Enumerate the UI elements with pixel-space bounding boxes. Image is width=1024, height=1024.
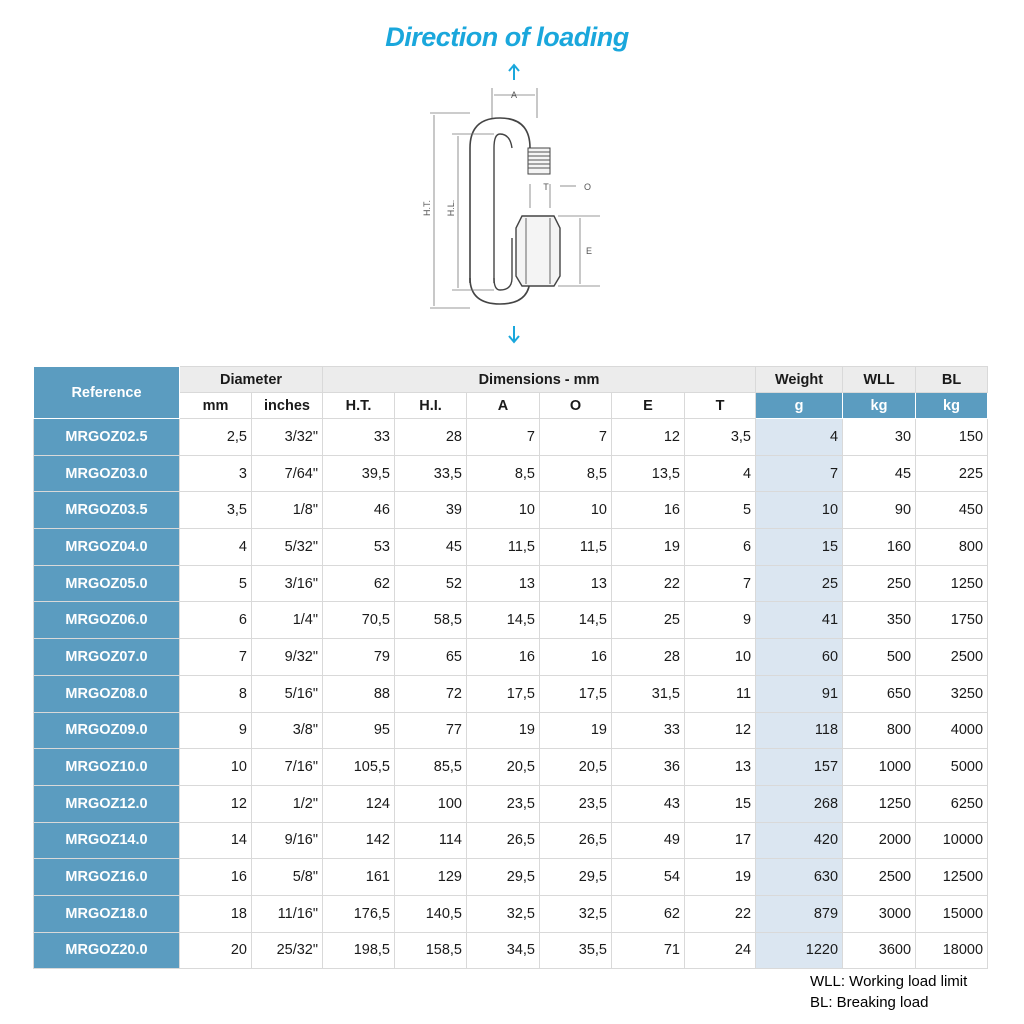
table-cell: 650 bbox=[843, 675, 916, 712]
table-cell: 16 bbox=[540, 639, 612, 676]
col-weight: Weight bbox=[756, 367, 843, 393]
table-cell: 28 bbox=[395, 419, 467, 456]
table-cell: 19 bbox=[612, 529, 685, 566]
reference-cell: MRGOZ10.0 bbox=[34, 749, 180, 786]
table-cell: 79 bbox=[323, 639, 395, 676]
table-cell: 62 bbox=[612, 895, 685, 932]
table-cell: 7/16" bbox=[252, 749, 323, 786]
col-kg-bl: kg bbox=[916, 393, 988, 419]
table-cell: 100 bbox=[395, 785, 467, 822]
table-cell: 879 bbox=[756, 895, 843, 932]
table-cell: 10 bbox=[540, 492, 612, 529]
table-cell: 23,5 bbox=[467, 785, 540, 822]
table-cell: 17 bbox=[685, 822, 756, 859]
table-cell: 85,5 bbox=[395, 749, 467, 786]
table-cell: 5 bbox=[180, 565, 252, 602]
table-cell: 250 bbox=[843, 565, 916, 602]
table-cell: 58,5 bbox=[395, 602, 467, 639]
col-g: g bbox=[756, 393, 843, 419]
table-cell: 34,5 bbox=[467, 932, 540, 969]
table-cell: 15000 bbox=[916, 895, 988, 932]
table-cell: 7 bbox=[540, 419, 612, 456]
table-cell: 35,5 bbox=[540, 932, 612, 969]
table-cell: 60 bbox=[756, 639, 843, 676]
table-row bbox=[34, 639, 988, 676]
table-row bbox=[34, 419, 988, 456]
table-cell: 13 bbox=[540, 565, 612, 602]
table-cell: 20,5 bbox=[540, 749, 612, 786]
table-cell: 9/16" bbox=[252, 822, 323, 859]
table-cell: 30 bbox=[843, 419, 916, 456]
table-cell: 3600 bbox=[843, 932, 916, 969]
reference-cell: MRGOZ07.0 bbox=[34, 639, 180, 676]
footnotes bbox=[810, 971, 967, 1013]
table-cell: 1/4" bbox=[252, 602, 323, 639]
dim-o-label: O bbox=[584, 182, 592, 192]
table-cell: 9 bbox=[685, 602, 756, 639]
table-cell: 22 bbox=[612, 565, 685, 602]
table-cell: 8,5 bbox=[540, 455, 612, 492]
table-cell: 91 bbox=[756, 675, 843, 712]
reference-cell: MRGOZ08.0 bbox=[34, 675, 180, 712]
table-cell: 7 bbox=[180, 639, 252, 676]
table-cell: 118 bbox=[756, 712, 843, 749]
table-cell: 25 bbox=[612, 602, 685, 639]
table-cell: 1750 bbox=[916, 602, 988, 639]
table-cell: 1220 bbox=[756, 932, 843, 969]
table-cell: 420 bbox=[756, 822, 843, 859]
reference-cell: MRGOZ09.0 bbox=[34, 712, 180, 749]
reference-cell: MRGOZ14.0 bbox=[34, 822, 180, 859]
table-cell: 1250 bbox=[916, 565, 988, 602]
table-cell: 10000 bbox=[916, 822, 988, 859]
table-cell: 19 bbox=[467, 712, 540, 749]
table-cell: 43 bbox=[612, 785, 685, 822]
dim-t-label: T bbox=[543, 182, 549, 192]
table-cell: 8,5 bbox=[467, 455, 540, 492]
table-cell: 7 bbox=[467, 419, 540, 456]
table-cell: 4 bbox=[180, 529, 252, 566]
table-cell: 5/8" bbox=[252, 859, 323, 896]
table-cell: 350 bbox=[843, 602, 916, 639]
col-ht: H.T. bbox=[323, 393, 395, 419]
page-title: Direction of loading bbox=[385, 22, 629, 52]
table-cell: 15 bbox=[756, 529, 843, 566]
table-cell: 39,5 bbox=[323, 455, 395, 492]
table-cell: 142 bbox=[323, 822, 395, 859]
table-cell: 14,5 bbox=[540, 602, 612, 639]
dim-e-label: E bbox=[586, 246, 593, 256]
reference-cell: MRGOZ03.5 bbox=[34, 492, 180, 529]
table-cell: 150 bbox=[916, 419, 988, 456]
table-cell: 18 bbox=[180, 895, 252, 932]
table-cell: 3,5 bbox=[685, 419, 756, 456]
table-cell: 3/8" bbox=[252, 712, 323, 749]
table-cell: 2500 bbox=[916, 639, 988, 676]
table-cell: 77 bbox=[395, 712, 467, 749]
table-cell: 15 bbox=[685, 785, 756, 822]
footnote-wll: WLL: Working load limit bbox=[810, 973, 968, 990]
table-cell: 33,5 bbox=[395, 455, 467, 492]
table-cell: 9/32" bbox=[252, 639, 323, 676]
table-cell: 3250 bbox=[916, 675, 988, 712]
table-cell: 161 bbox=[323, 859, 395, 896]
table-cell: 800 bbox=[916, 529, 988, 566]
table-cell: 49 bbox=[612, 822, 685, 859]
table-cell: 1000 bbox=[843, 749, 916, 786]
table-cell: 3,5 bbox=[180, 492, 252, 529]
table-row bbox=[34, 602, 988, 639]
table-cell: 8 bbox=[180, 675, 252, 712]
table-cell: 62 bbox=[323, 565, 395, 602]
table-row bbox=[34, 859, 988, 896]
quick-link-diagram bbox=[400, 58, 640, 350]
table-row bbox=[34, 785, 988, 822]
table-cell: 16 bbox=[612, 492, 685, 529]
table-cell: 32,5 bbox=[467, 895, 540, 932]
table-cell: 17,5 bbox=[467, 675, 540, 712]
table-cell: 17,5 bbox=[540, 675, 612, 712]
table-cell: 13 bbox=[685, 749, 756, 786]
table-row bbox=[34, 712, 988, 749]
table-cell: 10 bbox=[180, 749, 252, 786]
reference-cell: MRGOZ04.0 bbox=[34, 529, 180, 566]
table-cell: 12500 bbox=[916, 859, 988, 896]
table-cell: 36 bbox=[612, 749, 685, 786]
table-cell: 124 bbox=[323, 785, 395, 822]
reference-cell: MRGOZ20.0 bbox=[34, 932, 180, 969]
table-cell: 2000 bbox=[843, 822, 916, 859]
table-cell: 24 bbox=[685, 932, 756, 969]
table-cell: 19 bbox=[685, 859, 756, 896]
col-inches: inches bbox=[252, 393, 323, 419]
reference-cell: MRGOZ12.0 bbox=[34, 785, 180, 822]
table-cell: 29,5 bbox=[467, 859, 540, 896]
table-cell: 26,5 bbox=[540, 822, 612, 859]
col-bl: BL bbox=[916, 367, 988, 393]
reference-cell: MRGOZ02.5 bbox=[34, 419, 180, 456]
table-cell: 88 bbox=[323, 675, 395, 712]
table-cell: 630 bbox=[756, 859, 843, 896]
table-cell: 20,5 bbox=[467, 749, 540, 786]
table-cell: 19 bbox=[540, 712, 612, 749]
table-cell: 3000 bbox=[843, 895, 916, 932]
table-cell: 129 bbox=[395, 859, 467, 896]
table-cell: 71 bbox=[612, 932, 685, 969]
table-cell: 7/64" bbox=[252, 455, 323, 492]
table-cell: 4000 bbox=[916, 712, 988, 749]
table-cell: 3/16" bbox=[252, 565, 323, 602]
table-cell: 268 bbox=[756, 785, 843, 822]
table-cell: 1/2" bbox=[252, 785, 323, 822]
table-cell: 105,5 bbox=[323, 749, 395, 786]
table-cell: 45 bbox=[843, 455, 916, 492]
table-cell: 176,5 bbox=[323, 895, 395, 932]
col-reference: Reference bbox=[34, 367, 180, 419]
table-cell: 1/8" bbox=[252, 492, 323, 529]
dim-hl-label: H.L. bbox=[446, 199, 456, 217]
table-cell: 14,5 bbox=[467, 602, 540, 639]
col-mm: mm bbox=[180, 393, 252, 419]
table-cell: 23,5 bbox=[540, 785, 612, 822]
table-cell: 5/16" bbox=[252, 675, 323, 712]
table-cell: 157 bbox=[756, 749, 843, 786]
table-row bbox=[34, 529, 988, 566]
table-cell: 65 bbox=[395, 639, 467, 676]
table-row bbox=[34, 895, 988, 932]
table-cell: 31,5 bbox=[612, 675, 685, 712]
table-cell: 11,5 bbox=[467, 529, 540, 566]
table-cell: 450 bbox=[916, 492, 988, 529]
table-row bbox=[34, 749, 988, 786]
table-cell: 10 bbox=[756, 492, 843, 529]
dim-a-label: A bbox=[510, 90, 518, 100]
table-cell: 16 bbox=[467, 639, 540, 676]
table-cell: 70,5 bbox=[323, 602, 395, 639]
col-kg-wll: kg bbox=[843, 393, 916, 419]
table-cell: 160 bbox=[843, 529, 916, 566]
table-cell: 90 bbox=[843, 492, 916, 529]
table-cell: 53 bbox=[323, 529, 395, 566]
table-cell: 7 bbox=[756, 455, 843, 492]
table-cell: 14 bbox=[180, 822, 252, 859]
table-cell: 33 bbox=[323, 419, 395, 456]
table-cell: 500 bbox=[843, 639, 916, 676]
table-cell: 7 bbox=[685, 565, 756, 602]
table-row bbox=[34, 675, 988, 712]
table-cell: 54 bbox=[612, 859, 685, 896]
col-diameter: Diameter bbox=[180, 367, 323, 393]
table-cell: 5 bbox=[685, 492, 756, 529]
table-cell: 225 bbox=[916, 455, 988, 492]
table-cell: 2500 bbox=[843, 859, 916, 896]
table-cell: 25/32" bbox=[252, 932, 323, 969]
table-cell: 72 bbox=[395, 675, 467, 712]
thread-gate bbox=[528, 148, 550, 174]
reference-cell: MRGOZ06.0 bbox=[34, 602, 180, 639]
table-cell: 800 bbox=[843, 712, 916, 749]
load-arrow-down-icon bbox=[509, 326, 519, 342]
table-cell: 3/32" bbox=[252, 419, 323, 456]
table-header-row bbox=[34, 367, 988, 393]
col-a: A bbox=[467, 393, 540, 419]
table-cell: 33 bbox=[612, 712, 685, 749]
table-cell: 158,5 bbox=[395, 932, 467, 969]
table-cell: 3 bbox=[180, 455, 252, 492]
table-cell: 140,5 bbox=[395, 895, 467, 932]
table-cell: 12 bbox=[612, 419, 685, 456]
table-row bbox=[34, 822, 988, 859]
table-cell: 32,5 bbox=[540, 895, 612, 932]
reference-cell: MRGOZ05.0 bbox=[34, 565, 180, 602]
table-cell: 95 bbox=[323, 712, 395, 749]
col-hi: H.I. bbox=[395, 393, 467, 419]
dim-ht-label: H.T. bbox=[422, 199, 432, 217]
table-cell: 45 bbox=[395, 529, 467, 566]
table-cell: 2,5 bbox=[180, 419, 252, 456]
table-cell: 22 bbox=[685, 895, 756, 932]
table-cell: 12 bbox=[180, 785, 252, 822]
col-dimensions: Dimensions - mm bbox=[323, 367, 756, 393]
table-row bbox=[34, 932, 988, 969]
reference-cell: MRGOZ03.0 bbox=[34, 455, 180, 492]
table-cell: 6250 bbox=[916, 785, 988, 822]
table-cell: 11,5 bbox=[540, 529, 612, 566]
table-cell: 39 bbox=[395, 492, 467, 529]
table-cell: 18000 bbox=[916, 932, 988, 969]
table-cell: 10 bbox=[467, 492, 540, 529]
table-cell: 198,5 bbox=[323, 932, 395, 969]
table-cell: 26,5 bbox=[467, 822, 540, 859]
table-row bbox=[34, 455, 988, 492]
reference-cell: MRGOZ18.0 bbox=[34, 895, 180, 932]
table-cell: 114 bbox=[395, 822, 467, 859]
table-cell: 10 bbox=[685, 639, 756, 676]
table-cell: 25 bbox=[756, 565, 843, 602]
table-cell: 1250 bbox=[843, 785, 916, 822]
table-cell: 9 bbox=[180, 712, 252, 749]
col-wll: WLL bbox=[843, 367, 916, 393]
table-cell: 46 bbox=[323, 492, 395, 529]
table-cell: 52 bbox=[395, 565, 467, 602]
load-arrow-up-icon bbox=[509, 65, 519, 80]
table-cell: 12 bbox=[685, 712, 756, 749]
table-cell: 28 bbox=[612, 639, 685, 676]
table-cell: 41 bbox=[756, 602, 843, 639]
col-o: O bbox=[540, 393, 612, 419]
table-row bbox=[34, 492, 988, 529]
table-cell: 13,5 bbox=[612, 455, 685, 492]
reference-cell: MRGOZ16.0 bbox=[34, 859, 180, 896]
col-e: E bbox=[612, 393, 685, 419]
table-cell: 5/32" bbox=[252, 529, 323, 566]
table-cell: 29,5 bbox=[540, 859, 612, 896]
locking-nut bbox=[516, 216, 560, 286]
table-cell: 6 bbox=[180, 602, 252, 639]
table-cell: 20 bbox=[180, 932, 252, 969]
footnote-bl: BL: Breaking load bbox=[810, 994, 929, 1011]
col-t: T bbox=[685, 393, 756, 419]
table-row bbox=[34, 565, 988, 602]
table-cell: 4 bbox=[685, 455, 756, 492]
table-cell: 16 bbox=[180, 859, 252, 896]
table-cell: 6 bbox=[685, 529, 756, 566]
table-cell: 11 bbox=[685, 675, 756, 712]
table-cell: 11/16" bbox=[252, 895, 323, 932]
table-cell: 13 bbox=[467, 565, 540, 602]
table-cell: 4 bbox=[756, 419, 843, 456]
specification-table bbox=[33, 366, 988, 969]
table-cell: 5000 bbox=[916, 749, 988, 786]
